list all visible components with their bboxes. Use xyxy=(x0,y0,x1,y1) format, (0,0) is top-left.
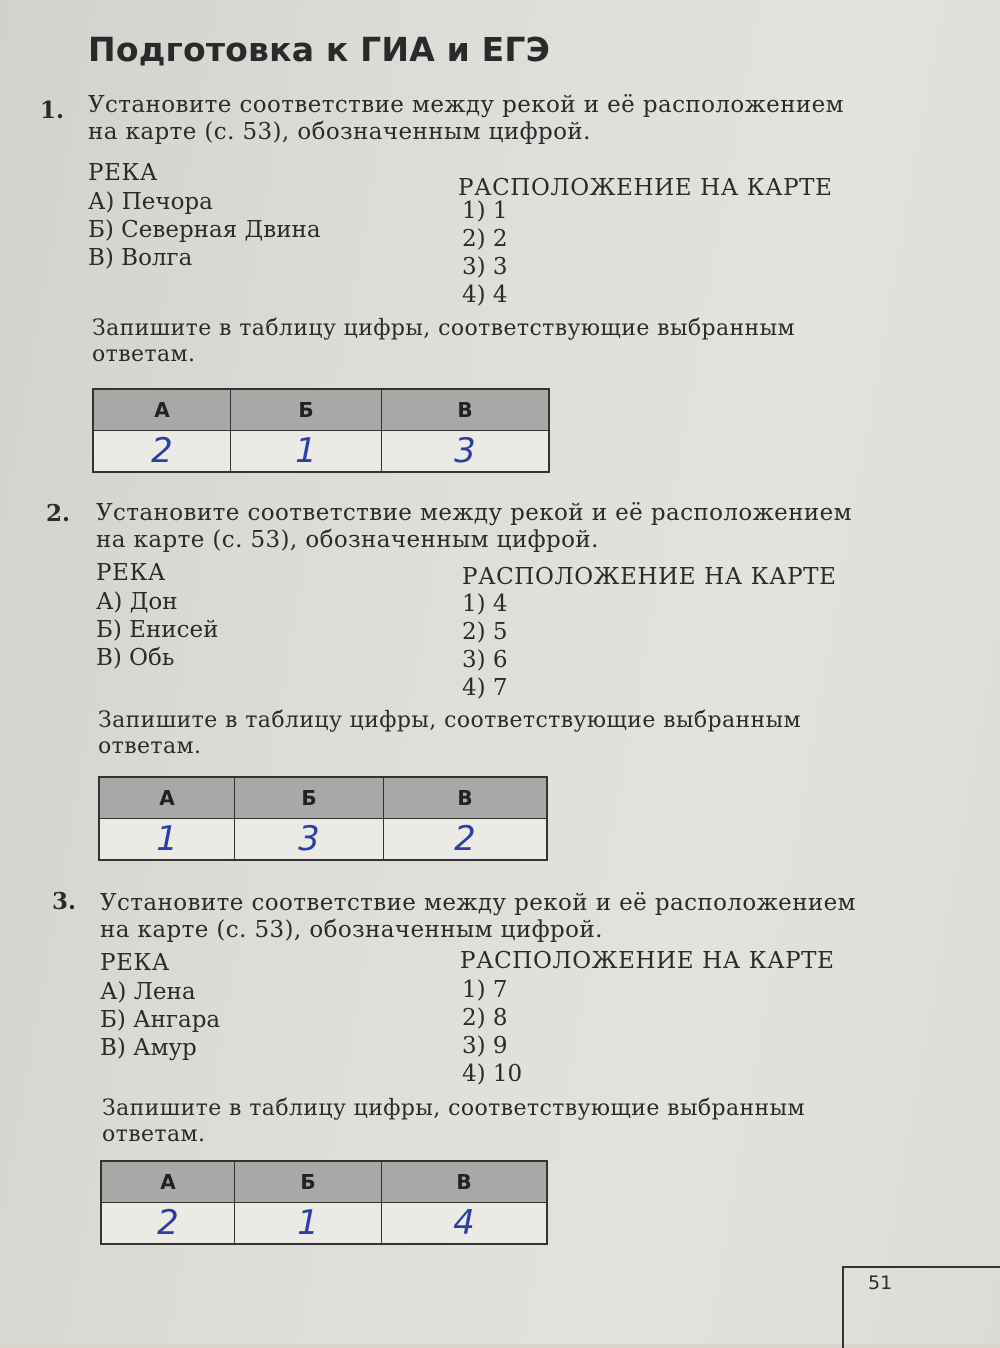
page-title: Подготовка к ГИА и ЕГЭ xyxy=(88,30,551,69)
river-column-header: РЕКА xyxy=(96,560,166,586)
instruction-line: ответам. xyxy=(98,734,202,759)
river-column-header: РЕКА xyxy=(100,950,170,976)
instruction-line: ответам. xyxy=(102,1122,206,1147)
instruction-line: ответам. xyxy=(92,342,196,367)
task-instruction xyxy=(102,1096,805,1148)
task-number: 1. xyxy=(40,97,65,124)
location-option: 2) 8 xyxy=(462,1005,508,1031)
location-option: 4) 4 xyxy=(462,282,508,308)
answer-header-v: В xyxy=(382,389,550,431)
instruction-line: Запишите в таблицу цифры, соответствующие выбранным xyxy=(92,316,796,341)
task-instruction xyxy=(98,708,801,760)
river-options xyxy=(96,588,218,672)
page-number: 51 xyxy=(868,1272,893,1294)
river-option: В) Обь xyxy=(96,645,175,671)
location-option: 2) 2 xyxy=(462,226,508,252)
location-option: 2) 5 xyxy=(462,619,508,645)
answer-header-v: В xyxy=(384,777,548,819)
river-option: А) Лена xyxy=(100,979,196,1005)
river-option: Б) Ангара xyxy=(100,1007,221,1033)
location-option: 1) 1 xyxy=(462,198,508,224)
answer-cell-v[interactable]: 4 xyxy=(382,1203,548,1245)
river-option: Б) Енисей xyxy=(96,617,219,643)
task-prompt xyxy=(96,500,852,554)
prompt-line: на карте (с. 53), обозначенным цифрой. xyxy=(96,527,599,553)
river-option: А) Печора xyxy=(88,189,213,215)
location-option: 4) 10 xyxy=(462,1061,523,1087)
answer-cell-v[interactable]: 3 xyxy=(382,431,550,473)
location-option: 3) 6 xyxy=(462,647,508,673)
location-option: 4) 7 xyxy=(462,675,508,701)
instruction-line: Запишите в таблицу цифры, соответствующие выбранным xyxy=(102,1096,806,1121)
answer-header-b: Б xyxy=(235,777,384,819)
answer-header-b: Б xyxy=(235,1161,382,1203)
location-column-header: РАСПОЛОЖЕНИЕ НА КАРТЕ xyxy=(460,948,835,974)
location-option: 3) 3 xyxy=(462,254,508,280)
prompt-line: Установите соответствие между рекой и её расположением xyxy=(96,500,852,526)
answer-header-a: А xyxy=(101,1161,235,1203)
river-option: Б) Северная Двина xyxy=(88,217,321,243)
location-column-header: РАСПОЛОЖЕНИЕ НА КАРТЕ xyxy=(458,175,833,201)
location-options xyxy=(462,590,508,702)
prompt-line: на карте (с. 53), обозначенным цифрой. xyxy=(88,119,591,145)
answer-cell-b[interactable]: 3 xyxy=(235,819,384,861)
answer-header-v: В xyxy=(382,1161,548,1203)
location-option: 3) 9 xyxy=(462,1033,508,1059)
answer-table xyxy=(92,388,550,473)
instruction-line: Запишите в таблицу цифры, соответствующие выбранным xyxy=(98,708,802,733)
answer-header-b: Б xyxy=(231,389,382,431)
answer-cell-a[interactable]: 2 xyxy=(101,1203,235,1245)
task-number: 3. xyxy=(52,888,77,915)
location-option: 1) 7 xyxy=(462,977,508,1003)
river-options xyxy=(100,978,220,1062)
answer-table xyxy=(98,776,548,861)
prompt-line: на карте (с. 53), обозначенным цифрой. xyxy=(100,917,603,943)
prompt-line: Установите соответствие между рекой и её расположением xyxy=(100,890,856,916)
answer-cell-b[interactable]: 1 xyxy=(231,431,382,473)
answer-cell-a[interactable]: 1 xyxy=(99,819,235,861)
river-option: В) Волга xyxy=(88,245,193,271)
answer-header-a: А xyxy=(93,389,231,431)
task-number: 2. xyxy=(46,500,71,527)
page-number-box xyxy=(842,1266,1000,1348)
prompt-line: Установите соответствие между рекой и её расположением xyxy=(88,92,844,118)
river-option: В) Амур xyxy=(100,1035,197,1061)
location-column-header: РАСПОЛОЖЕНИЕ НА КАРТЕ xyxy=(462,564,837,590)
answer-table xyxy=(100,1160,548,1245)
answer-cell-a[interactable]: 2 xyxy=(93,431,231,473)
river-column-header: РЕКА xyxy=(88,160,158,186)
location-options xyxy=(462,976,522,1088)
location-option: 1) 4 xyxy=(462,591,508,617)
river-option: А) Дон xyxy=(96,589,178,615)
task-prompt xyxy=(100,890,856,944)
answer-cell-v[interactable]: 2 xyxy=(384,819,548,861)
answer-header-a: А xyxy=(99,777,235,819)
answer-cell-b[interactable]: 1 xyxy=(235,1203,382,1245)
